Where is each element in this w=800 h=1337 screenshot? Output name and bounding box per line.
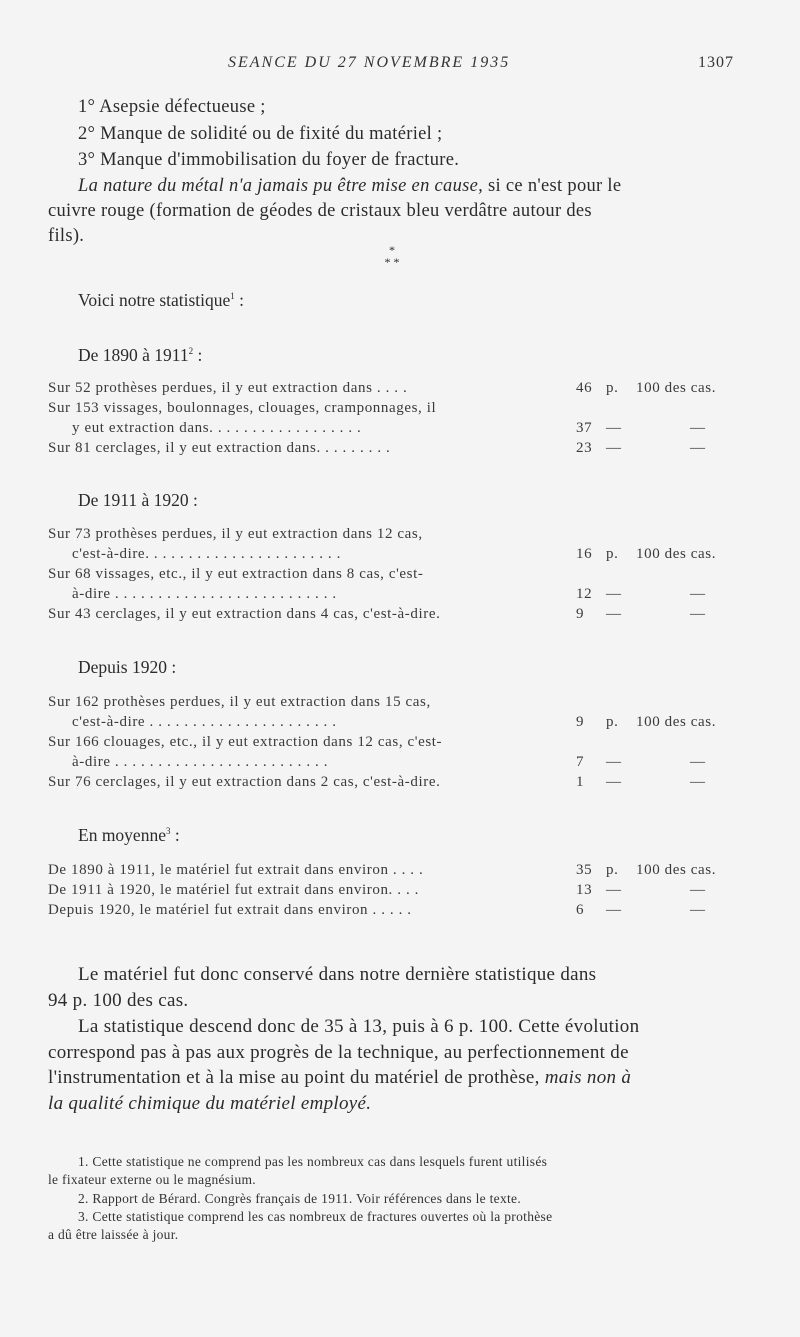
stat-value: 13 [576,882,593,898]
conclusion-line: Le matériel fut donc conservé dans notre dernière statistique dans [78,964,597,985]
stat-value: 6 [576,902,585,918]
cause-item: 2° Manque de solidité ou de fixité du matériel ; [78,124,443,144]
stat-row-text: à-dire . . . . . . . . . . . . . . . . . . . . . . . . . . [72,586,337,602]
stat-unit: — [606,774,622,790]
nature-paragraph-line: cuivre rouge (formation de géodes de cristaux bleu verdâtre autour des [48,201,592,221]
stat-unit: — [606,882,622,898]
stat-base: 100 des cas. [636,546,717,562]
footnote-1-line: le fixateur externe ou le magnésium. [48,1172,256,1187]
stat-row-text: Sur 76 cerclages, il y eut extraction dans 2 cas, c'est-à-dire. [48,774,441,790]
footnote-2-line: 2. Rapport de Bérard. Congrès français de 1911. Voir références dans le texte. [78,1191,522,1206]
cause-item: 1° Asepsie défectueuse ; [78,97,266,117]
stat-base: — [690,586,706,602]
stat-row-text: Sur 68 vissages, etc., il y eut extraction dans 8 cas, c'est- [48,566,424,582]
stat-unit: p. [606,546,619,562]
stat-unit: — [606,606,622,622]
stat-base: — [690,774,706,790]
nature-paragraph-line: fils). [48,226,85,246]
stat-unit: p. [606,862,619,878]
section-heading: Depuis 1920 : [78,657,177,677]
stat-row-text: De 1911 à 1920, le matériel fut extrait dans environ. . . . [48,882,419,898]
stat-value: 9 [576,714,585,730]
statistics-intro: Voici notre statistique$^1$ : [78,290,245,310]
stat-row-text: Sur 52 prothèses perdues, il y eut extraction dans . . . . [48,380,408,396]
stat-row-text: Sur 166 clouages, etc., il y eut extraction dans 12 cas, c'est- [48,734,443,750]
page-number: 1307 [698,54,734,71]
footnote-ref: 2 [188,346,194,357]
cause-item: 3° Manque d'immobilisation du foyer de fracture. [78,150,460,170]
stat-base: — [690,882,706,898]
conclusion-line: la qualité chimique du matériel employé. [48,1093,372,1114]
stat-base: — [690,606,706,622]
section-heading: De 1911 à 1920 : [78,490,198,510]
footnote-ref: 3 [165,826,171,837]
stat-row-text: Depuis 1920, le matériel fut extrait dans environ . . . . . [48,902,412,918]
stat-row-text: Sur 162 prothèses perdues, il y eut extraction dans 15 cas, [48,694,431,710]
nature-rest: si ce n'est pour le [488,176,622,196]
stat-value: 16 [576,546,593,562]
stat-value: 46 [576,380,593,396]
stat-value: 37 [576,420,593,436]
stat-row-text: Sur 153 vissages, boulonnages, clouages, cramponnages, il [48,400,437,416]
stat-unit: — [606,586,622,602]
stat-row-text: Sur 73 prothèses perdues, il y eut extraction dans 12 cas, [48,526,423,542]
conclusion-line: 94 p. 100 des cas. [48,990,189,1011]
stat-base: 100 des cas. [636,380,717,396]
nature-italic: La nature du métal n'a jamais pu être mise en cause, [78,176,484,196]
stat-row-text: à-dire . . . . . . . . . . . . . . . . . . . . . . . . . [72,754,329,770]
conclusion-line: La statistique descend donc de 35 à 13, puis à 6 p. 100. Cette évolution [78,1016,640,1037]
stat-row-text: De 1890 à 1911, le matériel fut extrait dans environ . . . . [48,862,424,878]
stat-row-text: Sur 81 cerclages, il y eut extraction dans. . . . . . . . . [48,440,391,456]
conclusion-line: correspond pas à pas aux progrès de la technique, au perfectionnement de [48,1042,629,1063]
stat-unit: — [606,754,622,770]
stat-base: 100 des cas. [636,714,717,730]
stat-row-text: y eut extraction dans. . . . . . . . . . . . . . . . . . [72,420,362,436]
asterism-separator: * * * [384,243,400,269]
stat-row-text: c'est-à-dire . . . . . . . . . . . . . . . . . . . . . . [72,714,337,730]
conclusion-line: l'instrumentation et à la mise au point du matériel de prothèse, mais non à [48,1067,632,1088]
stat-value: 12 [576,586,593,602]
stat-base: — [690,754,706,770]
stat-row-text: c'est-à-dire. . . . . . . . . . . . . . . . . . . . . . . [72,546,341,562]
stat-value: 1 [576,774,585,790]
footnote-3-line: a dû être laissée à jour. [48,1227,179,1242]
stat-value: 23 [576,440,593,456]
running-header: SEANCE DU 27 NOVEMBRE 1935 [228,54,511,71]
stat-base: — [690,902,706,918]
stat-base: — [690,420,706,436]
nature-paragraph-line [78,176,621,197]
stat-base: 100 des cas. [636,862,717,878]
stat-value: 7 [576,754,585,770]
stat-value: 35 [576,862,593,878]
stat-unit: — [606,440,622,456]
stat-unit: p. [606,380,619,396]
section-heading: En moyenne$^3$ : [78,825,180,845]
stat-value: 9 [576,606,585,622]
footnote-1-line: 1. Cette statistique ne comprend pas les nombreux cas dans lesquels furent utilisés [78,1154,548,1169]
section-heading: De 1890 à 1911$^2$ : [78,345,203,365]
stat-unit: — [606,902,622,918]
stat-row-text: Sur 43 cerclages, il y eut extraction dans 4 cas, c'est-à-dire. [48,606,441,622]
footnote-ref: 1 [230,291,235,302]
stat-base: — [690,440,706,456]
stat-unit: p. [606,714,619,730]
footnote-3-line: 3. Cette statistique comprend les cas nombreux de fractures ouvertes où la prothèse [78,1209,553,1224]
stat-unit: — [606,420,622,436]
